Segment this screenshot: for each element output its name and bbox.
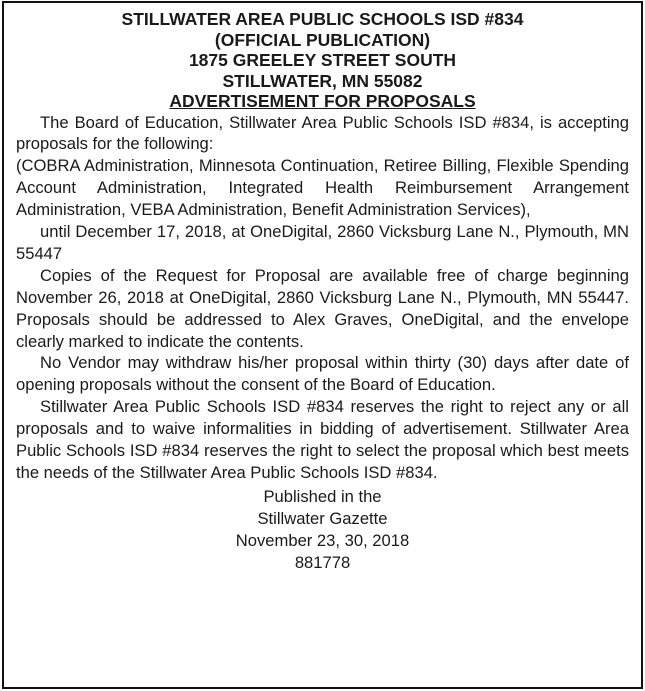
intro-paragraph: The Board of Education, Stillwater Area Public Schools ISD #834, is accepting proposals for the following: bbox=[16, 112, 629, 154]
notice-body bbox=[16, 112, 629, 484]
notice-title: ADVERTISEMENT FOR PROPOSALS bbox=[169, 91, 476, 111]
published-in-label: Published in the bbox=[263, 486, 382, 506]
withdrawal-paragraph: No Vendor may withdraw his/her proposal within thirty (30) days after date of opening proposals without the consent of the Board of Education. bbox=[16, 353, 629, 395]
services-list-paragraph: (COBRA Administration, Minnesota Continuation, Retiree Billing, Flexible Spending Account Administration, Integrated Health Reimbursement Arrangement Administration, VEBA Administration, Benefit Administration Services), bbox=[16, 156, 629, 220]
notice-header bbox=[16, 9, 629, 112]
district-name: STILLWATER AREA PUBLIC SCHOOLS ISD #834 bbox=[121, 9, 524, 29]
legal-notice bbox=[2, 1, 643, 689]
reservation-paragraph: Stillwater Area Public Schools ISD #834 reserves the right to reject any or all proposals and to waive informalities in bidding of advertisement. Stillwater Area Public Schools ISD #834 reserves the right to select the proposal which best meets the needs of the Stillwater Area Public Schools ISD #834. bbox=[16, 397, 629, 482]
official-publication-label: (OFFICIAL PUBLICATION) bbox=[214, 29, 431, 50]
city-state-zip: STILLWATER, MN 55082 bbox=[222, 70, 423, 91]
deadline-paragraph: until December 17, 2018, at OneDigital, 2860 Vicksburg Lane N., Plymouth, MN 55447 bbox=[16, 222, 629, 263]
publication-dates: November 23, 30, 2018 bbox=[235, 530, 410, 550]
copies-paragraph: Copies of the Request for Proposal are available free of charge beginning November 26, 2018 at OneDigital, 2860 Vicksburg Lane N., Plymouth, MN 55447. Proposals should be addressed to Alex Graves, OneDigital, and the envelope clearly marked to indicate the contents. bbox=[16, 265, 629, 351]
newspaper-name: Stillwater Gazette bbox=[257, 508, 388, 528]
ad-number: 881778 bbox=[294, 552, 351, 572]
publication-footer bbox=[16, 486, 629, 574]
street-address: 1875 GREELEY STREET SOUTH bbox=[188, 50, 457, 70]
